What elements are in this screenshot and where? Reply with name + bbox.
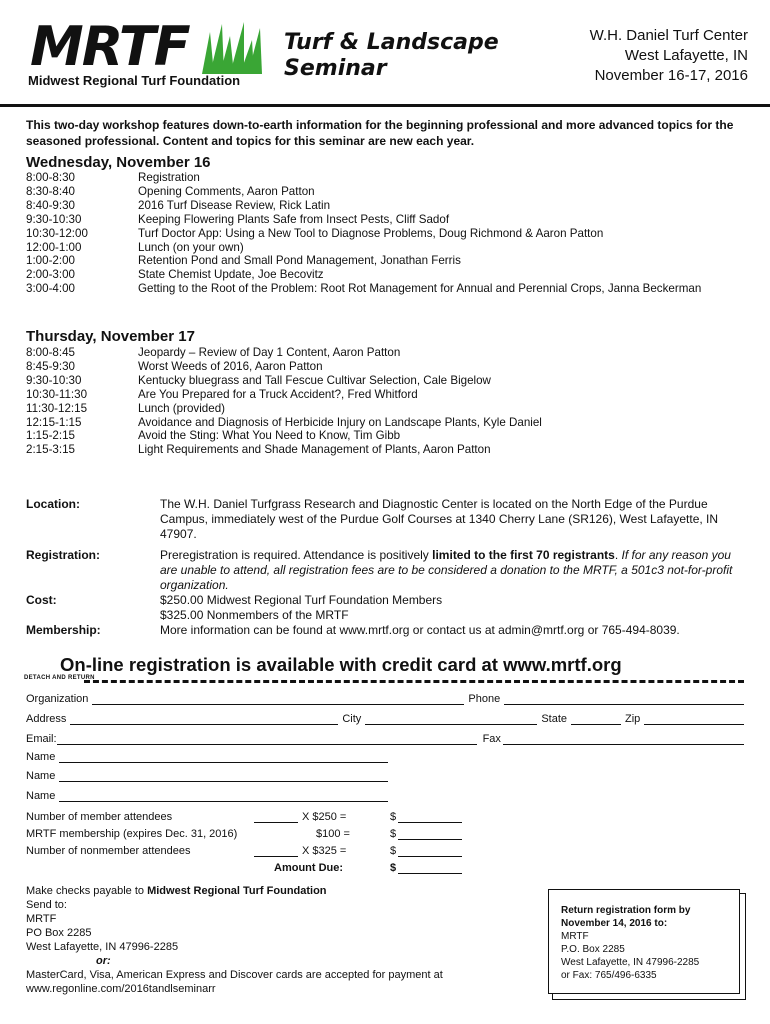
- name-field-2[interactable]: [59, 770, 388, 782]
- fax-field[interactable]: [503, 733, 744, 745]
- nonmember-attendees-field[interactable]: [254, 845, 298, 857]
- schedule-row: 1:15-2:15 Avoid the Sting: What You Need to Know, Tim Gibb: [26, 429, 401, 443]
- schedule-row: 12:15-1:15 Avoidance and Diagnosis of Herbicide Injury on Landscape Plants, Kyle Daniel: [26, 415, 542, 429]
- seminar-dates: November 16-17, 2016: [594, 67, 748, 84]
- name-field-3[interactable]: [59, 790, 388, 802]
- schedule-row: 8:00-8:30 Registration: [26, 171, 200, 184]
- dollar-sign: $: [390, 811, 397, 823]
- membership-total-field[interactable]: [398, 828, 462, 840]
- email-field[interactable]: [57, 733, 477, 745]
- schedule-row: 8:00-8:45 Jeopardy – Review of Day 1 Content, Aaron Patton: [26, 346, 401, 359]
- organization-field[interactable]: [92, 693, 464, 705]
- schedule-row: 2:00-3:00 State Chemist Update, Joe Becovitz: [26, 268, 324, 282]
- member-total-field[interactable]: [398, 811, 462, 823]
- membership-rate: $100 =: [316, 828, 350, 840]
- info-section: [26, 497, 746, 644]
- address-field[interactable]: [70, 713, 338, 725]
- email-row: Email: Fax: [26, 733, 744, 745]
- venue-block: [510, 26, 748, 86]
- org-name: Midwest Regional Turf Foundation: [28, 73, 241, 88]
- schedule-row: 12:00-1:00 Lunch (on your own): [26, 240, 244, 254]
- member-attendees-label: Number of member attendees: [26, 811, 173, 823]
- name-row: Name: [26, 751, 388, 763]
- schedule-row: 2:15-3:15 Light Requirements and Shade Management of Plants, Aaron Patton: [26, 443, 491, 457]
- schedule-row: 11:30-12:15 Lunch (provided): [26, 401, 226, 415]
- regonline-link[interactable]: MasterCard, Visa, American Express and Discover cards are accepted for payment at www.regonline.com/2016tandlseminarr: [26, 969, 443, 995]
- nonmember-rate: X $325 =: [302, 845, 347, 857]
- name-row: Name: [26, 790, 388, 802]
- dollar-sign: $: [390, 862, 397, 874]
- schedule-row: 3:00-4:00 Getting to the Root of the Problem: Root Rot Management for Annual and Perennial Crops, Janna Beckerman: [26, 282, 702, 296]
- venue-name: W.H. Daniel Turf Center: [589, 27, 748, 44]
- thursday-schedule: [26, 346, 746, 457]
- phone-field[interactable]: [504, 693, 744, 705]
- zip-field[interactable]: [644, 713, 744, 725]
- registration-row: Registration: Preregistration is required. Attendance is positively limited to the first 70 registrants. If for any reason you are unable to attend, all registration fees are to be considered a donation to the MRTF, a 501c3 not-for-profit organization.: [26, 548, 733, 592]
- dollar-sign: $: [390, 845, 397, 857]
- amount-due-field[interactable]: [398, 862, 462, 874]
- address-row: Address City State Zip: [26, 713, 744, 725]
- membership-info-link[interactable]: More information can be found at www.mrtf.org or contact us at admin@mrtf.org or 765-494-8039.: [160, 623, 680, 637]
- member-attendees-field[interactable]: [254, 811, 298, 823]
- detach-cut-line: [84, 680, 744, 683]
- schedule-row: 8:45-9:30 Worst Weeds of 2016, Aaron Patton: [26, 359, 323, 373]
- venue-city: West Lafayette, IN: [624, 47, 748, 64]
- grass-logo-icon: [200, 22, 262, 74]
- schedule-row: 10:30-12:00 Turf Doctor App: Using a New Tool to Diagnose Problems, Doug Richmond & Aaron Patton: [26, 226, 604, 240]
- name-field-1[interactable]: [59, 751, 388, 763]
- nonmember-attendees-label: Number of nonmember attendees: [26, 845, 191, 857]
- location-row: Location: The W.H. Daniel Turfgrass Research and Diagnostic Center is located on the North Edge of the Purdue Campus, immediately west of the Purdue Golf Courses at 1340 Cherry Lane (SR126), West Lafayette, IN 47907.: [26, 497, 719, 541]
- name-row: Name: [26, 770, 388, 782]
- city-field[interactable]: [365, 713, 537, 725]
- schedule-row: 9:30-10:30 Kentucky bluegrass and Tall Fescue Cultivar Selection, Cale Bigelow: [26, 373, 491, 387]
- header-rule: [0, 104, 770, 107]
- cost-row: Cost: $250.00 Midwest Regional Turf Foundation Members $325.00 Nonmembers of the MRTF: [26, 593, 443, 622]
- schedule-row: 8:40-9:30 2016 Turf Disease Review, Rick Latin: [26, 198, 331, 212]
- seminar-title: [284, 30, 499, 82]
- schedule-row: 9:30-10:30 Keeping Flowering Plants Safe from Insect Pests, Cliff Sadof: [26, 212, 450, 226]
- thursday-title: Thursday, November 17: [26, 328, 195, 345]
- intro-text: This two-day workshop features down-to-earth information for the beginning professional and more advanced topics for the seasoned professional. Content and topics for this seminar are new each year.: [26, 118, 734, 148]
- detach-label: DETACH AND RETURN: [24, 675, 95, 681]
- dollar-sign: $: [390, 828, 397, 840]
- nonmember-total-field[interactable]: [398, 845, 462, 857]
- online-registration-heading[interactable]: On-line registration is available with credit card at www.mrtf.org: [60, 654, 622, 675]
- schedule-row: 8:30-8:40 Opening Comments, Aaron Patton: [26, 184, 315, 198]
- mrtf-logo: MRTF: [30, 15, 189, 78]
- seminar-title-line1: Turf & Landscape: [284, 30, 499, 55]
- wednesday-schedule: [26, 171, 746, 296]
- state-field[interactable]: [571, 713, 621, 725]
- membership-row: Membership: More information can be found at www.mrtf.org or contact us at admin@mrtf.org or 765-494-8039.: [26, 623, 680, 637]
- schedule-row: 1:00-2:00 Retention Pond and Small Pond Management, Jonathan Ferris: [26, 254, 461, 268]
- membership-label: MRTF membership (expires Dec. 31, 2016): [26, 828, 238, 840]
- amount-due-label: Amount Due:: [274, 862, 344, 874]
- schedule-row: 10:30-11:30 Are You Prepared for a Truck Accident?, Fred Whitford: [26, 387, 418, 401]
- mail-instructions: Make checks payable to Midwest Regional Turf Foundation Send to: MRTF PO Box 2285 West Lafayette, IN 47996-2285 or: MasterCard, Visa, American Express and Discover cards are accepted for payment at www.regonline.com/2016tandlseminarr: [26, 884, 446, 996]
- wednesday-title: Wednesday, November 16: [26, 154, 211, 171]
- member-rate: X $250 =: [302, 811, 347, 823]
- return-box: Return registration form by November 14, 2016 to: MRTF P.O. Box 2285 West Lafayette, IN 47996-2285 or Fax: 765/496-6335: [548, 889, 740, 994]
- seminar-title-line2: Seminar: [284, 56, 387, 81]
- organization-row: Organization Phone: [26, 693, 744, 705]
